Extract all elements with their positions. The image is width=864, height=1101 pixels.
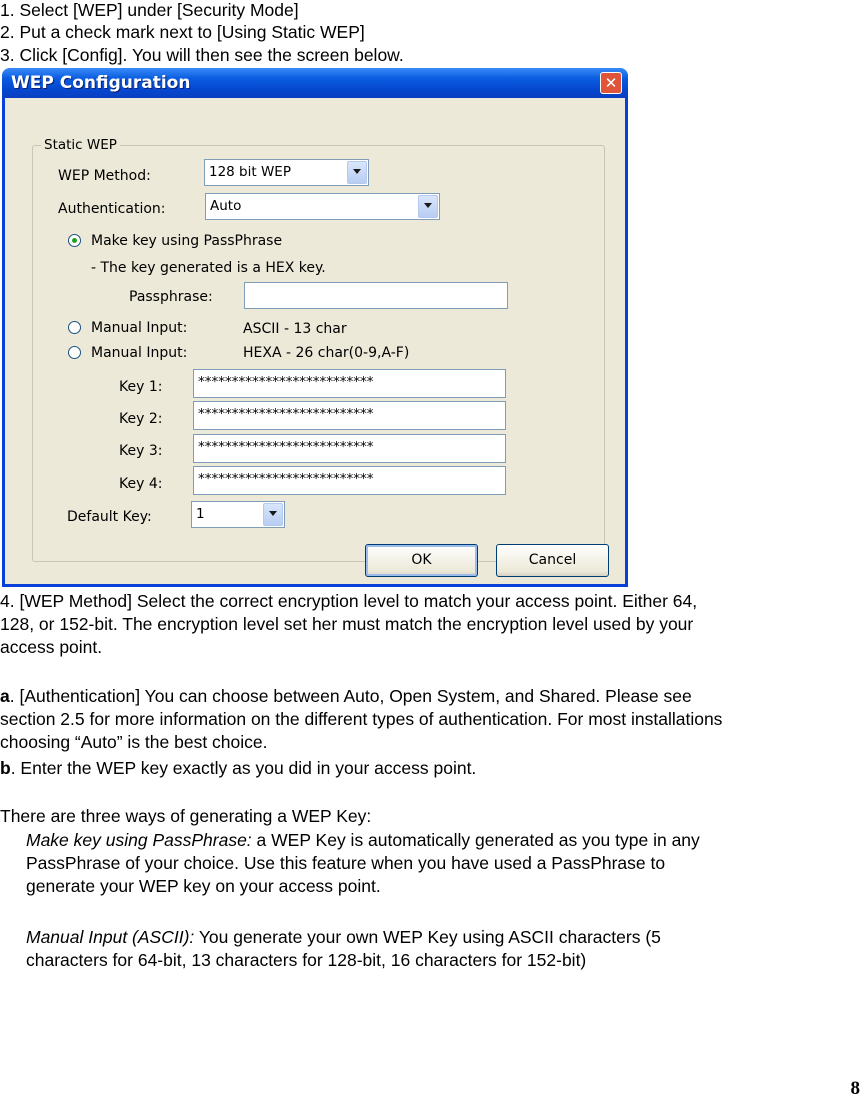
dialog-titlebar <box>2 68 628 98</box>
chevron-down-icon[interactable] <box>347 161 367 184</box>
para-a-line-2: section 2.5 for more information on the different types of authentication. For most installations <box>0 709 723 729</box>
key-4-label: Key 4: <box>119 476 163 492</box>
manual-input-label-2: Manual Input: <box>91 345 188 361</box>
chevron-down-icon[interactable] <box>263 503 283 526</box>
manual-ascii-radio[interactable] <box>68 321 81 334</box>
passphrase-radio-label: Make key using PassPhrase <box>91 233 283 249</box>
para-b-marker: b <box>0 758 11 778</box>
way1-line-1 <box>26 830 700 850</box>
way1-line-3: generate your WEP key on your access point. <box>26 876 381 896</box>
key-3-input[interactable]: ************************** <box>193 434 506 463</box>
static-wep-legend: Static WEP <box>41 137 120 153</box>
cancel-button[interactable]: Cancel <box>496 544 609 577</box>
manual-input-label-1: Manual Input: <box>91 320 188 336</box>
wep-configuration-dialog <box>2 68 628 587</box>
way2-line-2: characters for 64-bit, 13 characters for 128-bit, 16 characters for 152-bit) <box>26 950 587 970</box>
key-2-label: Key 2: <box>119 411 163 427</box>
para-a-marker: a <box>0 686 10 706</box>
key-2-input[interactable]: ************************** <box>193 401 506 430</box>
wep-method-label: WEP Method: <box>58 168 151 184</box>
manual-hex-desc: HEXA - 26 char(0-9,A-F) <box>243 345 410 361</box>
para-b-text: . Enter the WEP key exactly as you did in your access point. <box>10 758 477 778</box>
para-a-text: . [Authentication] You can choose between Auto, Open System, and Shared. Please see <box>9 686 692 706</box>
close-icon[interactable]: ✕ <box>600 72 622 94</box>
dialog-body <box>5 98 625 584</box>
para4-line-3: access point. <box>0 637 103 657</box>
para4-line-2: 128, or 152-bit. The encryption level set her must match the encryption level used by your <box>0 614 694 634</box>
step-3: 3. Click [Config]. You will then see the screen below. <box>0 45 404 65</box>
ways-intro: There are three ways of generating a WEP Key: <box>0 806 372 826</box>
key-4-input[interactable]: ************************** <box>193 466 506 495</box>
passphrase-radio[interactable] <box>68 234 81 247</box>
passphrase-input[interactable] <box>244 282 508 309</box>
para-a-line-1 <box>0 686 692 706</box>
default-key-value: 1 <box>196 506 205 522</box>
para-b <box>0 758 476 778</box>
dialog-title: WEP Configuration <box>11 73 191 93</box>
manual-ascii-desc: ASCII - 13 char <box>243 321 347 337</box>
key-1-label: Key 1: <box>119 379 163 395</box>
key-1-input[interactable]: ************************** <box>193 369 506 398</box>
authentication-value: Auto <box>210 198 242 214</box>
step-2: 2. Put a check mark next to [Using Static WEP] <box>0 22 365 42</box>
authentication-select[interactable] <box>205 193 440 220</box>
way2-term: Manual Input (ASCII): <box>26 927 195 947</box>
way1-line-2: PassPhrase of your choice. Use this feature when you have used a PassPhrase to <box>26 853 666 873</box>
default-key-select[interactable] <box>191 501 285 528</box>
way2-text-1: You generate your own WEP Key using ASCII characters (5 <box>194 927 661 947</box>
chevron-down-icon[interactable] <box>418 195 438 218</box>
way2-line-1 <box>26 927 661 947</box>
key-3-label: Key 3: <box>119 443 163 459</box>
manual-hex-radio[interactable] <box>68 346 81 359</box>
authentication-label: Authentication: <box>58 201 166 217</box>
passphrase-label: Passphrase: <box>129 289 213 305</box>
page-number: 8 <box>850 1078 860 1099</box>
default-key-label: Default Key: <box>67 509 152 525</box>
wep-method-value: 128 bit WEP <box>209 164 291 180</box>
para4-line-1: 4. [WEP Method] Select the correct encryption level to match your access point. Either 64, <box>0 591 698 611</box>
wep-method-select[interactable] <box>204 159 369 186</box>
para-a-line-3: choosing “Auto” is the best choice. <box>0 732 268 752</box>
ok-button[interactable]: OK <box>365 544 478 577</box>
way1-text-1: a WEP Key is automatically generated as you type in any <box>251 830 700 850</box>
passphrase-note: - The key generated is a HEX key. <box>91 260 326 276</box>
way1-term: Make key using PassPhrase: <box>26 830 252 850</box>
step-1: 1. Select [WEP] under [Security Mode] <box>0 0 299 20</box>
